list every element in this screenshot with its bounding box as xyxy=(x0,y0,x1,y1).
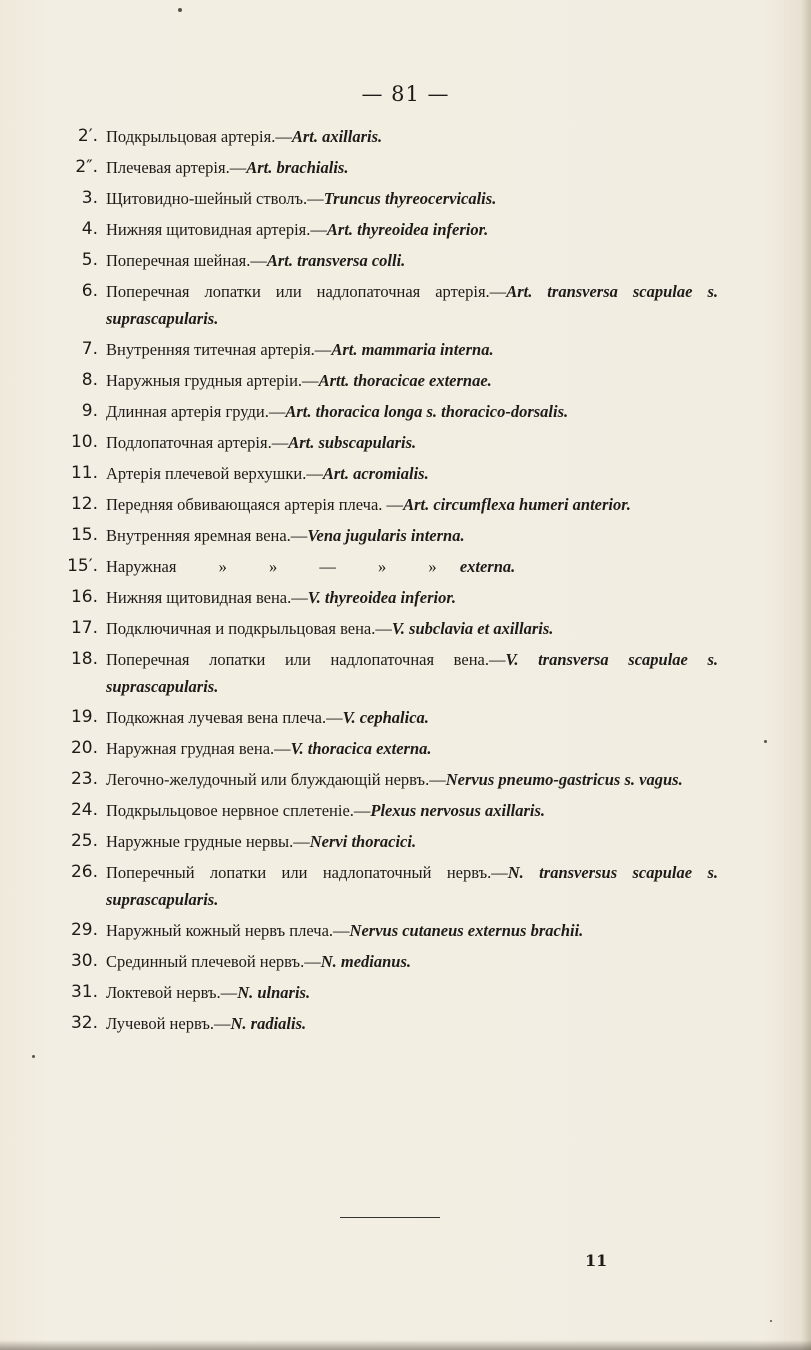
entry-russian: Нижняя щитовидная артерія.— xyxy=(106,220,327,239)
entry-number: 23. xyxy=(70,769,98,789)
legend-entry xyxy=(48,123,718,150)
entry-number: 25. xyxy=(70,831,98,851)
entry-latin: Nervi thoracici. xyxy=(309,832,417,851)
entry-number: 11. xyxy=(70,463,98,483)
entry-number: 8. xyxy=(81,370,98,390)
entry-latin: Truncus thyreocervicalis. xyxy=(323,189,497,208)
entry-text xyxy=(106,584,718,611)
legend-entry xyxy=(48,522,718,549)
entry-latin: Art. axillaris. xyxy=(291,127,383,146)
entry-russian: Щитовидно-шейный стволъ.— xyxy=(106,189,324,208)
page-edge-shadow xyxy=(801,0,811,1350)
entry-latin: Art. brachialis. xyxy=(246,158,349,177)
legend-list xyxy=(48,123,718,1041)
entry-number: 2″. xyxy=(75,157,98,177)
legend-entry xyxy=(48,216,718,243)
entry-number: 7. xyxy=(81,339,98,359)
entry-russian: Артерія плечевой верхушки.— xyxy=(106,464,323,483)
entry-latin: Artt. thoracicae externae. xyxy=(318,371,492,390)
entry-latin: Art. thyreoidea inferior. xyxy=(326,220,489,239)
entry-russian: Внутренняя яремная вена.— xyxy=(106,526,308,545)
entry-text xyxy=(106,398,718,425)
legend-entry xyxy=(48,429,718,456)
legend-entry xyxy=(48,917,718,944)
entry-russian: Подлопаточная артерія.— xyxy=(106,433,289,452)
entry-russian: Внутренняя титечная артерія.— xyxy=(106,340,332,359)
entry-number: 31. xyxy=(70,982,98,1002)
entry-russian: Поперечная шейная.— xyxy=(106,251,267,270)
entry-russian: Подкрыльцовое нервное сплетеніе.— xyxy=(106,801,371,820)
entry-latin: V. thoracica externa. xyxy=(290,739,432,758)
legend-entry xyxy=(48,948,718,975)
entry-text xyxy=(106,704,718,731)
entry-russian: Подкрыльцовая артерія.— xyxy=(106,127,292,146)
entry-text xyxy=(106,336,718,363)
entry-latin: V. transversa scapulae s. suprascapularis. xyxy=(106,650,718,696)
entry-number: 30. xyxy=(70,951,98,971)
entry-number: 10. xyxy=(70,432,98,452)
entry-russian: Наружный кожный нервъ плеча.— xyxy=(106,921,350,940)
entry-latin: Art. transversa scapulae s. suprascapularis. xyxy=(106,282,718,328)
entry-latin: N. ulnaris. xyxy=(237,983,311,1002)
entry-text xyxy=(106,216,718,243)
entry-number: 26. xyxy=(70,862,98,882)
entry-text xyxy=(106,979,718,1006)
entry-text xyxy=(106,766,718,793)
closing-rule xyxy=(340,1217,440,1218)
entry-russian: Передняя обвивающаяся артерія плеча. — xyxy=(106,495,404,514)
legend-entry xyxy=(48,646,718,700)
entry-number: 20. xyxy=(70,738,98,758)
legend-entry xyxy=(48,154,718,181)
legend-entry xyxy=(48,979,718,1006)
entry-russian: Наружные грудные нервы.— xyxy=(106,832,310,851)
legend-entry xyxy=(48,584,718,611)
entry-text xyxy=(106,735,718,762)
entry-text xyxy=(106,948,718,975)
entry-latin: Art. subscapularis. xyxy=(288,433,417,452)
paper-speck xyxy=(764,740,767,743)
entry-russian: Подключичная и подкрыльцовая вена.— xyxy=(106,619,392,638)
entry-latin: Art. mammaria interna. xyxy=(331,340,494,359)
entry-text xyxy=(106,185,718,212)
entry-russian: Поперечный лопатки или надлопаточный нервъ.— xyxy=(106,863,508,882)
entry-number: 12. xyxy=(70,494,98,514)
legend-entry xyxy=(48,828,718,855)
entry-latin: Nervus pneumo-gastricus s. vagus. xyxy=(445,770,683,789)
entry-text xyxy=(106,646,718,700)
entry-russian: Локтевой нервъ.— xyxy=(106,983,238,1002)
entry-text xyxy=(106,859,718,913)
entry-number: 3. xyxy=(81,188,98,208)
entry-russian: Лучевой нервъ.— xyxy=(106,1014,231,1033)
entry-text xyxy=(106,917,718,944)
entry-russian: Наружная грудная вена.— xyxy=(106,739,291,758)
entry-number: 6. xyxy=(81,281,98,301)
entry-text xyxy=(106,797,718,824)
entry-text xyxy=(106,491,718,518)
entry-latin: externa. xyxy=(459,557,516,576)
entry-latin: V. cephalica. xyxy=(342,708,429,727)
entry-latin: V. subclavia et axillaris. xyxy=(391,619,554,638)
entry-number: 15. xyxy=(70,525,98,545)
entry-number: 16. xyxy=(70,587,98,607)
entry-number: 15′. xyxy=(67,556,98,576)
entry-russian: Длинная артерія груди.— xyxy=(106,402,286,421)
legend-entry xyxy=(48,1010,718,1037)
legend-entry xyxy=(48,615,718,642)
signature-mark: 11 xyxy=(585,1251,608,1270)
entry-russian: Поперечная лопатки или надлопаточная артерія.— xyxy=(106,282,507,301)
paper-speck xyxy=(32,1055,35,1058)
entry-latin: Art. transversa colli. xyxy=(266,251,406,270)
entry-latin: Art. acromialis. xyxy=(322,464,429,483)
entry-text xyxy=(106,553,718,580)
entry-text xyxy=(106,522,718,549)
entry-latin: N. transversus scapulae s. suprascapularis. xyxy=(106,863,719,909)
entry-text xyxy=(106,1010,718,1037)
entry-text xyxy=(106,247,718,274)
legend-entry xyxy=(48,367,718,394)
entry-number: 19. xyxy=(70,707,98,727)
page-number: — 81 — xyxy=(361,82,450,106)
entry-latin: N. medianus. xyxy=(320,952,412,971)
entry-russian: Наружная » » — » » xyxy=(106,557,437,576)
legend-entry xyxy=(48,766,718,793)
legend-entry xyxy=(48,398,718,425)
legend-entry xyxy=(48,460,718,487)
legend-entry xyxy=(48,704,718,731)
entry-latin: N. radialis. xyxy=(230,1014,307,1033)
entry-text xyxy=(106,828,718,855)
legend-entry xyxy=(48,185,718,212)
entry-number: 4. xyxy=(81,219,98,239)
entry-text xyxy=(106,429,718,456)
legend-entry xyxy=(48,735,718,762)
legend-entry xyxy=(48,336,718,363)
entry-latin: Plexus nervosus axillaris. xyxy=(370,801,546,820)
entry-text xyxy=(106,278,718,332)
legend-entry xyxy=(48,553,718,580)
entry-text xyxy=(106,367,718,394)
entry-number: 5. xyxy=(81,250,98,270)
entry-russian: Срединный плечевой нервъ.— xyxy=(106,952,321,971)
legend-entry xyxy=(48,247,718,274)
entry-latin: Vena jugularis interna. xyxy=(307,526,465,545)
entry-number: 2′. xyxy=(77,126,98,146)
entry-latin: V. thyreoidea inferior. xyxy=(307,588,456,607)
entry-number: 18. xyxy=(70,649,98,669)
paper-speck xyxy=(178,8,182,12)
entry-number: 17. xyxy=(70,618,98,638)
entry-number: 9. xyxy=(81,401,98,421)
legend-entry xyxy=(48,278,718,332)
paper-speck xyxy=(770,1320,772,1322)
entry-russian: Плечевая артерія.— xyxy=(106,158,247,177)
entry-russian: Легочно-желудочный или блуждающій нервъ.— xyxy=(106,770,446,789)
entry-text xyxy=(106,154,718,181)
entry-number: 32. xyxy=(70,1013,98,1033)
entry-text xyxy=(106,123,718,150)
entry-russian: Нижняя щитовидная вена.— xyxy=(106,588,308,607)
entry-russian: Поперечная лопатки или надлопаточная вена.— xyxy=(106,650,506,669)
legend-entry xyxy=(48,797,718,824)
legend-entry xyxy=(48,491,718,518)
entry-text xyxy=(106,460,718,487)
entry-number: 29. xyxy=(70,920,98,940)
entry-latin: Art. circumflexa humeri anterior. xyxy=(403,495,631,514)
page-bottom-shadow xyxy=(0,1340,811,1350)
entry-latin: Art. thoracica longa s. thoracico-dorsalis. xyxy=(285,402,569,421)
entry-russian: Подкожная лучевая вена плеча.— xyxy=(106,708,343,727)
entry-text xyxy=(106,615,718,642)
entry-latin: Nervus cutaneus externus brachii. xyxy=(349,921,584,940)
entry-russian: Наружныя грудныя артеріи.— xyxy=(106,371,319,390)
entry-number: 24. xyxy=(70,800,98,820)
legend-entry xyxy=(48,859,718,913)
